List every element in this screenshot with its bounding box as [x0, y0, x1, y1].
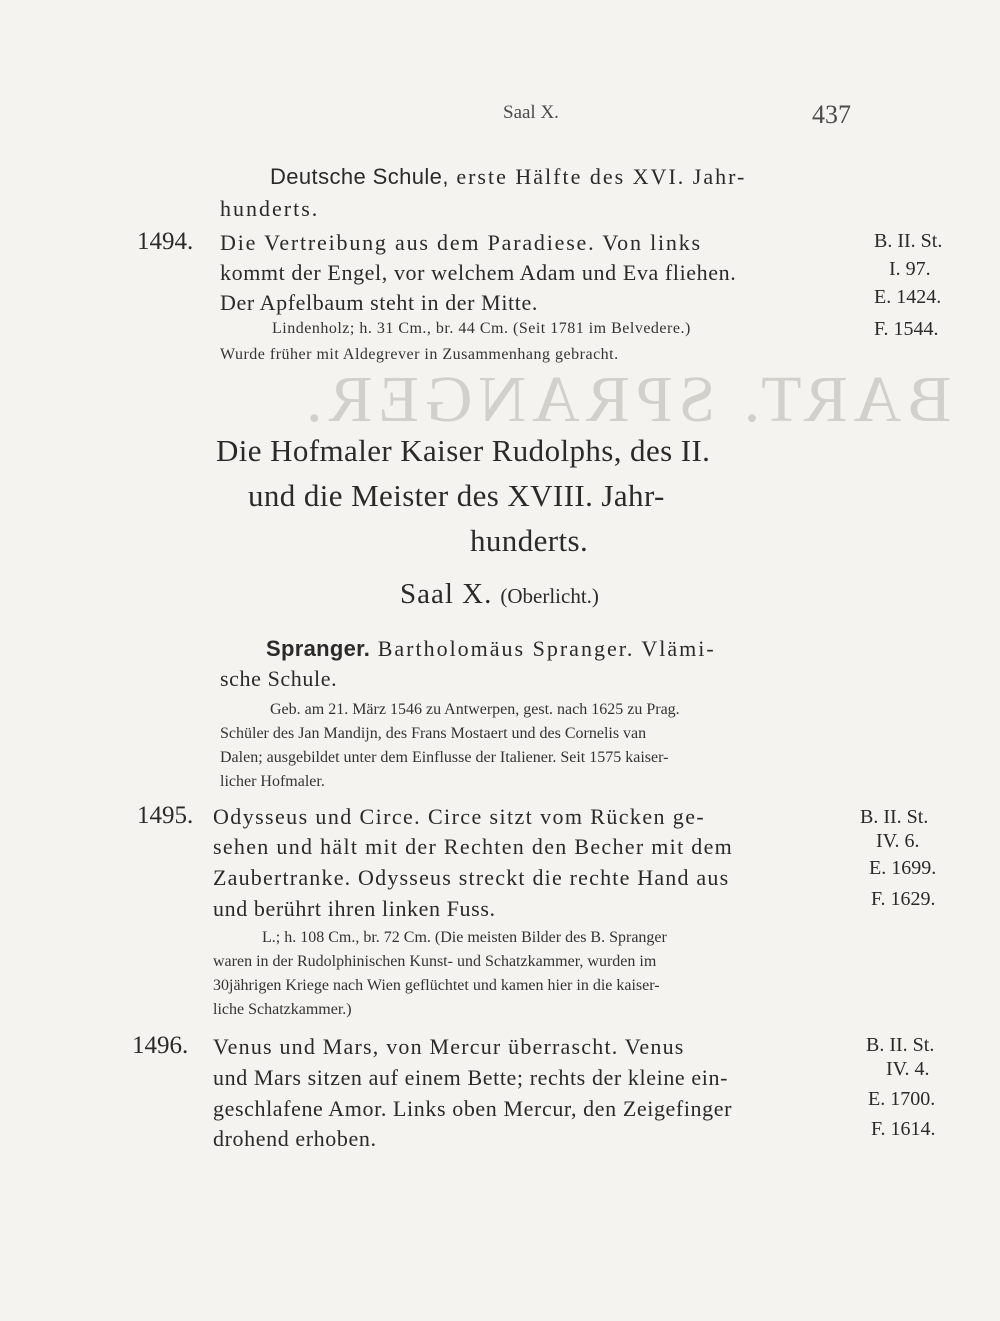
catalog-ref: E. 1700.	[868, 1088, 936, 1110]
entry-text-line: Der Apfelbaum steht in der Mitte.	[220, 290, 538, 315]
section-title: und die Meister des XVIII. Jahr-	[248, 478, 665, 513]
catalog-ref: E. 1699.	[869, 857, 937, 879]
entry-text-line: sehen und hält mit der Rechten den Becher mit dem	[213, 834, 734, 859]
show-through-text: BART. SPRANGER.	[300, 363, 952, 436]
artist-heading-cont: sche Schule.	[220, 666, 338, 691]
catalog-number: 1495.	[137, 802, 194, 829]
section-title: hunderts.	[470, 523, 589, 558]
section-room	[400, 578, 599, 611]
running-header-room: Saal X.	[503, 102, 559, 123]
school-heading-cont: hunderts.	[220, 196, 320, 221]
entry-note: liche Schatzkammer.)	[213, 1001, 352, 1018]
entry-text-line: kommt der Engel, vor welchem Adam und Eva fliehen.	[220, 260, 737, 285]
school-heading	[270, 164, 746, 190]
section-room-note: (Oberlicht.)	[500, 584, 599, 608]
page-number: 437	[812, 100, 851, 129]
catalog-ref: E. 1424.	[874, 286, 942, 308]
school-name: Deutsche Schule,	[270, 164, 449, 189]
artist-bio: Dalen; ausgebildet unter dem Einflusse der Italiener. Seit 1575 kaiser-	[220, 749, 669, 766]
catalog-number: 1496.	[132, 1032, 189, 1059]
catalog-ref: I. 97.	[889, 258, 931, 280]
catalog-ref: IV. 6.	[876, 830, 920, 852]
entry-text-line: und Mars sitzen auf einem Bette; rechts der kleine ein-	[213, 1065, 728, 1090]
catalog-ref: F. 1629.	[871, 888, 936, 910]
entry-note: Lindenholz; h. 31 Cm., br. 44 Cm. (Seit 1781 im Belvedere.)	[272, 320, 691, 337]
artist-bio: Schüler des Jan Mandijn, des Frans Mostaert und des Cornelis van	[220, 725, 647, 742]
entry-note: waren in der Rudolphinischen Kunst- und Schatzkammer, wurden im	[213, 953, 657, 970]
school-period: erste Hälfte des XVI. Jahr-	[448, 164, 747, 189]
entry-text-line: und berührt ihren linken Fuss.	[213, 896, 496, 921]
entry-note: 30jährigen Kriege nach Wien geflüchtet und kamen hier in die kaiser-	[213, 977, 660, 994]
entry-text-line: Venus und Mars, von Mercur überrascht. Venus	[213, 1034, 685, 1059]
entry-text-line: Die Vertreibung aus dem Paradiese. Von links	[220, 230, 702, 255]
entry-text-line: Zaubertranke. Odysseus streckt die rechte Hand aus	[213, 865, 730, 890]
entry-note: Wurde früher mit Aldegrever in Zusammenhang gebracht.	[220, 346, 619, 363]
catalog-ref: B. II. St.	[874, 230, 943, 252]
entry-text-line: Odysseus und Circe. Circe sitzt vom Rücken ge-	[213, 804, 706, 829]
entry-text-line: drohend erhoben.	[213, 1126, 377, 1151]
catalog-ref: B. II. St.	[866, 1034, 935, 1056]
artist-bio: licher Hofmaler.	[220, 773, 325, 790]
artist-name: Spranger.	[266, 636, 371, 661]
catalog-ref: F. 1544.	[874, 318, 939, 340]
artist-bio: Geb. am 21. März 1546 zu Antwerpen, gest. nach 1625 zu Prag.	[270, 701, 680, 718]
artist-heading	[266, 636, 716, 662]
entry-note: L.; h. 108 Cm., br. 72 Cm. (Die meisten Bilder des B. Spranger	[262, 929, 667, 946]
section-room-label: Saal X.	[400, 578, 493, 610]
catalog-ref: IV. 4.	[886, 1058, 930, 1080]
section-title: Die Hofmaler Kaiser Rudolphs, des II.	[216, 433, 711, 468]
catalog-ref: B. II. St.	[860, 806, 929, 828]
artist-full-name: Bartholomäus Spranger. Vlämi-	[370, 636, 716, 661]
catalog-number: 1494.	[137, 228, 194, 255]
entry-text-line: geschlafene Amor. Links oben Mercur, den Zeigefinger	[213, 1096, 733, 1121]
catalog-ref: F. 1614.	[871, 1118, 936, 1140]
